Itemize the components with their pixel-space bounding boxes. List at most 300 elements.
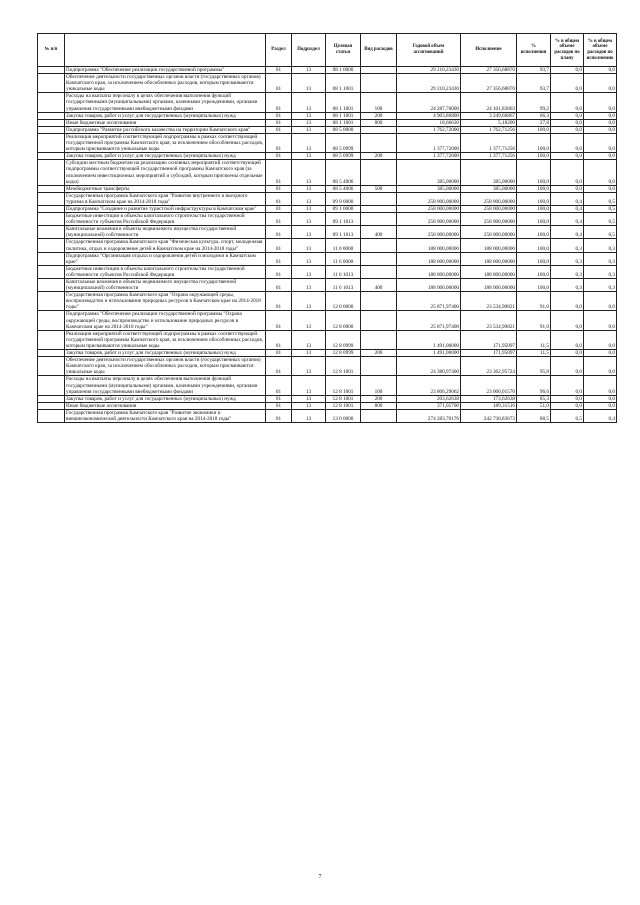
cell-podrazdel: 13 — [292, 409, 326, 422]
cell-name: Капитальные вложения в объекты недвижимого имущества государственной (муниципальной) собственности — [65, 279, 266, 292]
cell-vid: 200 — [361, 350, 397, 357]
cell-plan: 1 762,72000 — [397, 126, 461, 133]
cell-ispolnenie: 385,00000 — [461, 160, 517, 185]
cell-razdel: 01 — [266, 112, 292, 119]
cell-razdel: 01 — [266, 350, 292, 357]
cell-razdel: 01 — [266, 192, 292, 205]
cell-plan: 1 491,00000 — [397, 350, 461, 357]
cell-tselevaya: 12 0 0000 — [326, 292, 361, 311]
cell-share-fact: 0,0 — [584, 402, 617, 409]
cell-podrazdel: 13 — [292, 239, 326, 252]
cell-tselevaya: 09 1 0000 — [326, 205, 361, 212]
cell-plan: 188 000,00000 — [397, 279, 461, 292]
cell-num — [38, 330, 65, 349]
cell-share-plan: 0,0 — [551, 330, 584, 349]
cell-vid — [361, 160, 397, 185]
cell-razdel: 01 — [266, 376, 292, 395]
cell-ispolnenie: 27 356,68870 — [461, 74, 517, 93]
cell-share-fact: 0,0 — [584, 330, 617, 349]
cell-pct: 93,7 — [517, 74, 551, 93]
cell-num — [38, 279, 65, 292]
cell-tselevaya: 11 6 1013 — [326, 265, 361, 278]
cell-num — [38, 357, 65, 376]
cell-vid: 100 — [361, 376, 397, 395]
cell-podrazdel: 13 — [292, 376, 326, 395]
cell-razdel: 01 — [266, 330, 292, 349]
cell-share-fact: 0,3 — [584, 279, 617, 292]
cell-share-plan: 0,0 — [551, 402, 584, 409]
cell-num — [38, 395, 65, 402]
cell-pct: 91,0 — [517, 292, 551, 311]
cell-plan: 24 380,97400 — [397, 357, 461, 376]
cell-tselevaya: 13 0 0000 — [326, 409, 361, 422]
cell-plan: 258 000,00000 — [397, 205, 461, 212]
cell-share-plan: 0,0 — [551, 395, 584, 402]
header-plan: Годовой объем ассигнований — [397, 34, 461, 67]
table-row — [38, 112, 617, 119]
cell-ispolnenie: 258 000,00000 — [461, 213, 517, 226]
cell-ispolnenie: 258 000,00000 — [461, 226, 517, 239]
cell-tselevaya: 08 1 1001 — [326, 74, 361, 93]
cell-plan: 25 871,97400 — [397, 292, 461, 311]
cell-tselevaya: 08 5 0999 — [326, 153, 361, 160]
table-row — [38, 311, 617, 330]
cell-razdel: 01 — [266, 93, 292, 112]
cell-ispolnenie: 173,62638 — [461, 395, 517, 402]
cell-razdel: 01 — [266, 74, 292, 93]
cell-podrazdel: 13 — [292, 93, 326, 112]
cell-podrazdel: 13 — [292, 311, 326, 330]
cell-share-fact: 0,0 — [584, 185, 617, 192]
cell-ispolnenie: 23 000,01570 — [461, 376, 517, 395]
table-row — [38, 292, 617, 311]
cell-share-plan: 0,3 — [551, 252, 584, 265]
cell-share-plan: 0,3 — [551, 265, 584, 278]
cell-share-plan: 0,0 — [551, 311, 584, 330]
cell-vid — [361, 252, 397, 265]
header-razdel: Раздел — [266, 34, 292, 67]
cell-tselevaya: 12 8 1001 — [326, 376, 361, 395]
cell-share-fact: 0,0 — [584, 133, 617, 152]
cell-ispolnenie: 1 377,71256 — [461, 153, 517, 160]
cell-podrazdel: 13 — [292, 112, 326, 119]
cell-share-fact: 0,3 — [584, 239, 617, 252]
cell-num — [38, 93, 65, 112]
cell-share-plan: 0,0 — [551, 153, 584, 160]
cell-tselevaya: 11 6 0000 — [326, 252, 361, 265]
cell-vid: 800 — [361, 119, 397, 126]
cell-name: Обеспечение деятельности государственных органов власти (государственных органов) Камчатского края, за исключением обособленных расходов, которым присваиваются уникальные коды — [65, 357, 266, 376]
cell-ispolnenie: 23 362,95724 — [461, 357, 517, 376]
cell-tselevaya: 09 1 1013 — [326, 226, 361, 239]
cell-name: Государственная программа Камчатского края "Развитие экономики и внешнеэкономической деятельности Камчатского края на 2014-2018 годы" — [65, 409, 266, 422]
table-row — [38, 153, 617, 160]
cell-plan: 1 491,00000 — [397, 330, 461, 349]
cell-razdel: 01 — [266, 213, 292, 226]
cell-num — [38, 119, 65, 126]
table-row — [38, 226, 617, 239]
cell-share-fact: 0,5 — [584, 205, 617, 212]
cell-share-fact: 0,0 — [584, 376, 617, 395]
cell-pct: 88,5 — [517, 409, 551, 422]
cell-podrazdel: 13 — [292, 74, 326, 93]
cell-name: Подпрограмма "Развитие российского казачества на территории Камчатского края" — [65, 126, 266, 133]
table-row — [38, 376, 617, 395]
table-row — [38, 126, 617, 133]
cell-vid — [361, 205, 397, 212]
table-row — [38, 279, 617, 292]
cell-razdel: 01 — [266, 185, 292, 192]
cell-ispolnenie: 5,18200 — [461, 119, 517, 126]
cell-share-fact: 0,5 — [584, 226, 617, 239]
cell-share-plan: 0,4 — [551, 192, 584, 205]
cell-razdel: 01 — [266, 67, 292, 74]
cell-ispolnenie: 188 000,00000 — [461, 252, 517, 265]
cell-ispolnenie: 3 249,66867 — [461, 112, 517, 119]
cell-share-fact: 0,3 — [584, 252, 617, 265]
budget-table — [37, 33, 617, 423]
cell-name: Реализация мероприятий соответствующей подпрограммы в рамках соответствующей государственной программы Камчатского края, за исключением обособленных расходов, которым присваиваются уникальные коды — [65, 133, 266, 152]
cell-plan: 385,00000 — [397, 160, 461, 185]
cell-plan: 25 871,97400 — [397, 311, 461, 330]
cell-share-fact: 0,0 — [584, 292, 617, 311]
cell-podrazdel: 13 — [292, 357, 326, 376]
cell-tselevaya: 09 1 1013 — [326, 213, 361, 226]
cell-num — [38, 311, 65, 330]
cell-vid: 200 — [361, 112, 397, 119]
cell-vid: 400 — [361, 279, 397, 292]
cell-share-fact: 0,0 — [584, 119, 617, 126]
table-row — [38, 252, 617, 265]
header-tselevaya: Целевая статья — [326, 34, 361, 67]
cell-pct: 100,0 — [517, 160, 551, 185]
cell-num — [38, 376, 65, 395]
table-row — [38, 192, 617, 205]
cell-razdel: 01 — [266, 311, 292, 330]
cell-tselevaya: 12 8 0999 — [326, 330, 361, 349]
cell-share-plan: 0,4 — [551, 205, 584, 212]
cell-vid — [361, 74, 397, 93]
cell-name: Закупка товаров, работ и услуг для государственных (муниципальных) нужд — [65, 153, 266, 160]
cell-share-fact: 0,0 — [584, 357, 617, 376]
cell-vid — [361, 192, 397, 205]
table-row — [38, 160, 617, 185]
cell-vid: 400 — [361, 226, 397, 239]
cell-share-plan: 0,0 — [551, 74, 584, 93]
cell-tselevaya: 12 8 0999 — [326, 350, 361, 357]
cell-share-fact: 0,4 — [584, 409, 617, 422]
cell-ispolnenie: 189,31516 — [461, 402, 517, 409]
cell-podrazdel: 13 — [292, 252, 326, 265]
cell-share-plan: 0,0 — [551, 292, 584, 311]
cell-num — [38, 112, 65, 119]
cell-share-fact: 0,5 — [584, 213, 617, 226]
cell-tselevaya: 08 5 4006 — [326, 160, 361, 185]
cell-tselevaya: 08 1 1001 — [326, 119, 361, 126]
cell-razdel: 01 — [266, 252, 292, 265]
cell-tselevaya: 08 5 0999 — [326, 133, 361, 152]
cell-pct: 100,0 — [517, 279, 551, 292]
cell-plan: 29 210,23430 — [397, 74, 461, 93]
cell-podrazdel: 13 — [292, 213, 326, 226]
cell-pct: 100,0 — [517, 226, 551, 239]
cell-num — [38, 192, 65, 205]
cell-share-plan: 0,3 — [551, 279, 584, 292]
cell-share-fact: 0,0 — [584, 112, 617, 119]
table-row — [38, 119, 617, 126]
cell-share-plan: 0,4 — [551, 226, 584, 239]
cell-name: Подпрограмма "Обеспечение реализации государственной программы "Охрана окружающей среды, воспроизводство и использование природных ресурсов в Камчатском крае на 2014-2018 годы" — [65, 311, 266, 330]
cell-pct: 27,8 — [517, 119, 551, 126]
cell-plan: 4 903,86800 — [397, 112, 461, 119]
cell-vid: 200 — [361, 395, 397, 402]
cell-plan: 258 000,00000 — [397, 226, 461, 239]
cell-share-plan: 0,0 — [551, 67, 584, 74]
cell-share-plan: 0,0 — [551, 126, 584, 133]
cell-name: Бюджетные инвестиции в объекты капитального строительства государственной собственности субъектов Российской Федерации — [65, 265, 266, 278]
cell-podrazdel: 13 — [292, 153, 326, 160]
table-row — [38, 265, 617, 278]
cell-num — [38, 350, 65, 357]
cell-ispolnenie: 1 762,71256 — [461, 126, 517, 133]
cell-num — [38, 126, 65, 133]
cell-vid — [361, 330, 397, 349]
cell-share-fact: 0,0 — [584, 395, 617, 402]
cell-pct: 100,0 — [517, 239, 551, 252]
cell-podrazdel: 13 — [292, 402, 326, 409]
cell-pct: 100,0 — [517, 205, 551, 212]
cell-razdel: 01 — [266, 153, 292, 160]
cell-podrazdel: 13 — [292, 205, 326, 212]
cell-ispolnenie: 23 534,90821 — [461, 311, 517, 330]
cell-vid — [361, 126, 397, 133]
cell-vid — [361, 409, 397, 422]
cell-name: Капитальные вложения в объекты недвижимого имущества государственной (муниципальной) собственности — [65, 226, 266, 239]
cell-podrazdel: 13 — [292, 119, 326, 126]
header-podrazdel: Подраздел — [292, 34, 326, 67]
cell-vid — [361, 265, 397, 278]
cell-name: Подпрограмма "Обеспечение реализации государственной программы" — [65, 67, 266, 74]
cell-plan: 385,00000 — [397, 185, 461, 192]
cell-pct: 85,3 — [517, 395, 551, 402]
cell-podrazdel: 13 — [292, 350, 326, 357]
cell-name: Государственная программа Камчатского края "Охрана окружающей среды, воспроизводство и использование природных ресурсов в Камчатском крае на 2014-2018 годы" — [65, 292, 266, 311]
report-sheet — [37, 33, 616, 423]
cell-podrazdel: 13 — [292, 395, 326, 402]
cell-ispolnenie: 1 377,71256 — [461, 133, 517, 152]
cell-name: Иные бюджетные ассигнования — [65, 402, 266, 409]
header-num: № п/п — [38, 34, 65, 67]
cell-num — [38, 153, 65, 160]
cell-tselevaya: 08 5 0000 — [326, 126, 361, 133]
cell-podrazdel: 13 — [292, 330, 326, 349]
table-header-row — [38, 34, 617, 67]
cell-share-fact: 0,0 — [584, 350, 617, 357]
cell-pct: 66,3 — [517, 112, 551, 119]
cell-razdel: 01 — [266, 395, 292, 402]
cell-vid — [361, 67, 397, 74]
cell-num — [38, 160, 65, 185]
cell-plan: 188 000,00000 — [397, 239, 461, 252]
cell-vid — [361, 357, 397, 376]
cell-pct: 100,0 — [517, 126, 551, 133]
cell-podrazdel: 13 — [292, 160, 326, 185]
cell-razdel: 01 — [266, 226, 292, 239]
cell-num — [38, 133, 65, 152]
cell-razdel: 01 — [266, 160, 292, 185]
cell-share-plan: 0,0 — [551, 160, 584, 185]
table-row — [38, 74, 617, 93]
cell-razdel: 01 — [266, 205, 292, 212]
cell-vid: 500 — [361, 185, 397, 192]
cell-ispolnenie: 23 534,90821 — [461, 292, 517, 311]
cell-share-fact: 0,0 — [584, 93, 617, 112]
cell-name: Межбюджетные трансферты — [65, 185, 266, 192]
cell-share-plan: 0,3 — [551, 239, 584, 252]
cell-share-fact: 0,0 — [584, 126, 617, 133]
cell-ispolnenie: 258 000,00000 — [461, 192, 517, 205]
cell-tselevaya: 12 8 1001 — [326, 395, 361, 402]
cell-pct: 100,0 — [517, 252, 551, 265]
table-row — [38, 395, 617, 402]
cell-vid — [361, 311, 397, 330]
header-name — [65, 34, 266, 67]
cell-pct: 100,0 — [517, 265, 551, 278]
cell-name: Субсидии местным бюджетам на реализацию основных мероприятий соответствующей подпрограммы соответствующей государственной программы Камчатского края (за исключением инвестиционных мероприятий и субсидий, которым присвоены отдельные коды) — [65, 160, 266, 185]
cell-share-fact: 0,0 — [584, 311, 617, 330]
cell-num — [38, 213, 65, 226]
cell-num — [38, 205, 65, 212]
cell-ispolnenie: 385,00000 — [461, 185, 517, 192]
cell-ispolnenie: 24 101,83803 — [461, 93, 517, 112]
cell-podrazdel: 13 — [292, 67, 326, 74]
cell-tselevaya: 12 8 0000 — [326, 311, 361, 330]
table-row — [38, 213, 617, 226]
cell-ispolnenie: 171,95097 — [461, 330, 517, 349]
cell-pct: 100,0 — [517, 133, 551, 152]
cell-ispolnenie: 27 356,68870 — [461, 67, 517, 74]
cell-share-plan: 0,0 — [551, 119, 584, 126]
header-share-plan: % в общем объеме расходов по плану — [551, 34, 584, 67]
cell-name: Подпрограмма "Создание и развитие туристской инфраструктуры в Камчатском крае" — [65, 205, 266, 212]
cell-podrazdel: 13 — [292, 279, 326, 292]
cell-podrazdel: 13 — [292, 292, 326, 311]
cell-pct: 95,8 — [517, 357, 551, 376]
cell-pct: 100,0 — [517, 192, 551, 205]
cell-vid: 800 — [361, 402, 397, 409]
cell-vid — [361, 213, 397, 226]
cell-share-fact: 0,0 — [584, 160, 617, 185]
cell-podrazdel: 13 — [292, 192, 326, 205]
cell-share-plan: 0,0 — [551, 112, 584, 119]
cell-vid — [361, 239, 397, 252]
cell-ispolnenie: 171,95097 — [461, 350, 517, 357]
cell-plan: 18,66630 — [397, 119, 461, 126]
table-row — [38, 330, 617, 349]
cell-ispolnenie: 188 000,00000 — [461, 279, 517, 292]
cell-share-fact: 0,3 — [584, 265, 617, 278]
header-ispolnenie: Исполнение — [461, 34, 517, 67]
cell-podrazdel: 13 — [292, 265, 326, 278]
cell-pct: 11,5 — [517, 330, 551, 349]
cell-name: Государственная программа Камчатского края "Развитие внутреннего и въездного туризма в Камчатском крае на 2014-2018 годы" — [65, 192, 266, 205]
table-row — [38, 350, 617, 357]
cell-name: Расходы на выплаты персоналу в целях обеспечения выполнения функций государственными (муниципальными) органами, казенными учреждениями, органами управления государственными внебюджетными фондами — [65, 93, 266, 112]
cell-share-plan: 0,0 — [551, 376, 584, 395]
cell-share-plan: 0,0 — [551, 185, 584, 192]
cell-plan: 274 283,70176 — [397, 409, 461, 422]
table-row — [38, 67, 617, 74]
cell-vid: 100 — [361, 93, 397, 112]
cell-num — [38, 265, 65, 278]
cell-tselevaya: 11 6 1013 — [326, 279, 361, 292]
cell-pct: 100,0 — [517, 153, 551, 160]
cell-plan: 24 287,70000 — [397, 93, 461, 112]
cell-plan: 1 377,72000 — [397, 133, 461, 152]
cell-tselevaya: 08 1 0000 — [326, 67, 361, 74]
header-share-fact: % в общем объеме расходов по исполнению — [584, 34, 617, 67]
cell-plan: 23 806,29062 — [397, 376, 461, 395]
cell-podrazdel: 13 — [292, 185, 326, 192]
cell-pct: 100,0 — [517, 185, 551, 192]
header-vid: Вид расходов — [361, 34, 397, 67]
cell-razdel: 01 — [266, 279, 292, 292]
cell-num — [38, 74, 65, 93]
cell-share-plan: 0,0 — [551, 357, 584, 376]
cell-share-plan: 0,0 — [551, 133, 584, 152]
cell-tselevaya: 09 0 0000 — [326, 192, 361, 205]
cell-name: Подпрограмма "Организация отдыха и оздоровления детей и молодежи в Камчатском крае" — [65, 252, 266, 265]
cell-ispolnenie: 242 730,83673 — [461, 409, 517, 422]
cell-razdel: 01 — [266, 119, 292, 126]
page-number: 7 — [318, 874, 322, 880]
cell-vid — [361, 292, 397, 311]
cell-num — [38, 226, 65, 239]
cell-plan: 258 000,00000 — [397, 213, 461, 226]
cell-plan: 371,05700 — [397, 402, 461, 409]
header-pct: % исполнения — [517, 34, 551, 67]
cell-pct: 93,7 — [517, 67, 551, 74]
cell-share-plan: 0,0 — [551, 350, 584, 357]
table-row — [38, 239, 617, 252]
table-row — [38, 205, 617, 212]
cell-razdel: 01 — [266, 292, 292, 311]
cell-share-plan: 0,0 — [551, 93, 584, 112]
table-row — [38, 409, 617, 422]
cell-name: Расходы на выплаты персоналу в целях обеспечения выполнения функций государственными (муниципальными) органами, казенными учреждениями, органами управления государственными внебюджетными фондами — [65, 376, 266, 395]
cell-ispolnenie: 258 000,00000 — [461, 205, 517, 212]
cell-share-fact: 0,0 — [584, 67, 617, 74]
table-row — [38, 185, 617, 192]
cell-pct: 96,6 — [517, 376, 551, 395]
cell-num — [38, 67, 65, 74]
cell-plan: 1 377,72000 — [397, 153, 461, 160]
cell-tselevaya: 08 1 1001 — [326, 93, 361, 112]
cell-num — [38, 252, 65, 265]
cell-name: Обеспечение деятельности государственных органов власти (государственных органов) Камчатского края, за исключением обособленных расходов, которым присваиваются уникальные коды — [65, 74, 266, 93]
cell-share-plan: 0,4 — [551, 213, 584, 226]
cell-tselevaya: 12 8 1001 — [326, 357, 361, 376]
table-row — [38, 133, 617, 152]
cell-podrazdel: 13 — [292, 126, 326, 133]
cell-vid: 200 — [361, 153, 397, 160]
cell-razdel: 01 — [266, 133, 292, 152]
cell-tselevaya: 08 1 1001 — [326, 112, 361, 119]
cell-tselevaya: 08 5 4006 — [326, 185, 361, 192]
cell-num — [38, 239, 65, 252]
cell-pct: 100,0 — [517, 213, 551, 226]
cell-share-fact: 0,0 — [584, 74, 617, 93]
